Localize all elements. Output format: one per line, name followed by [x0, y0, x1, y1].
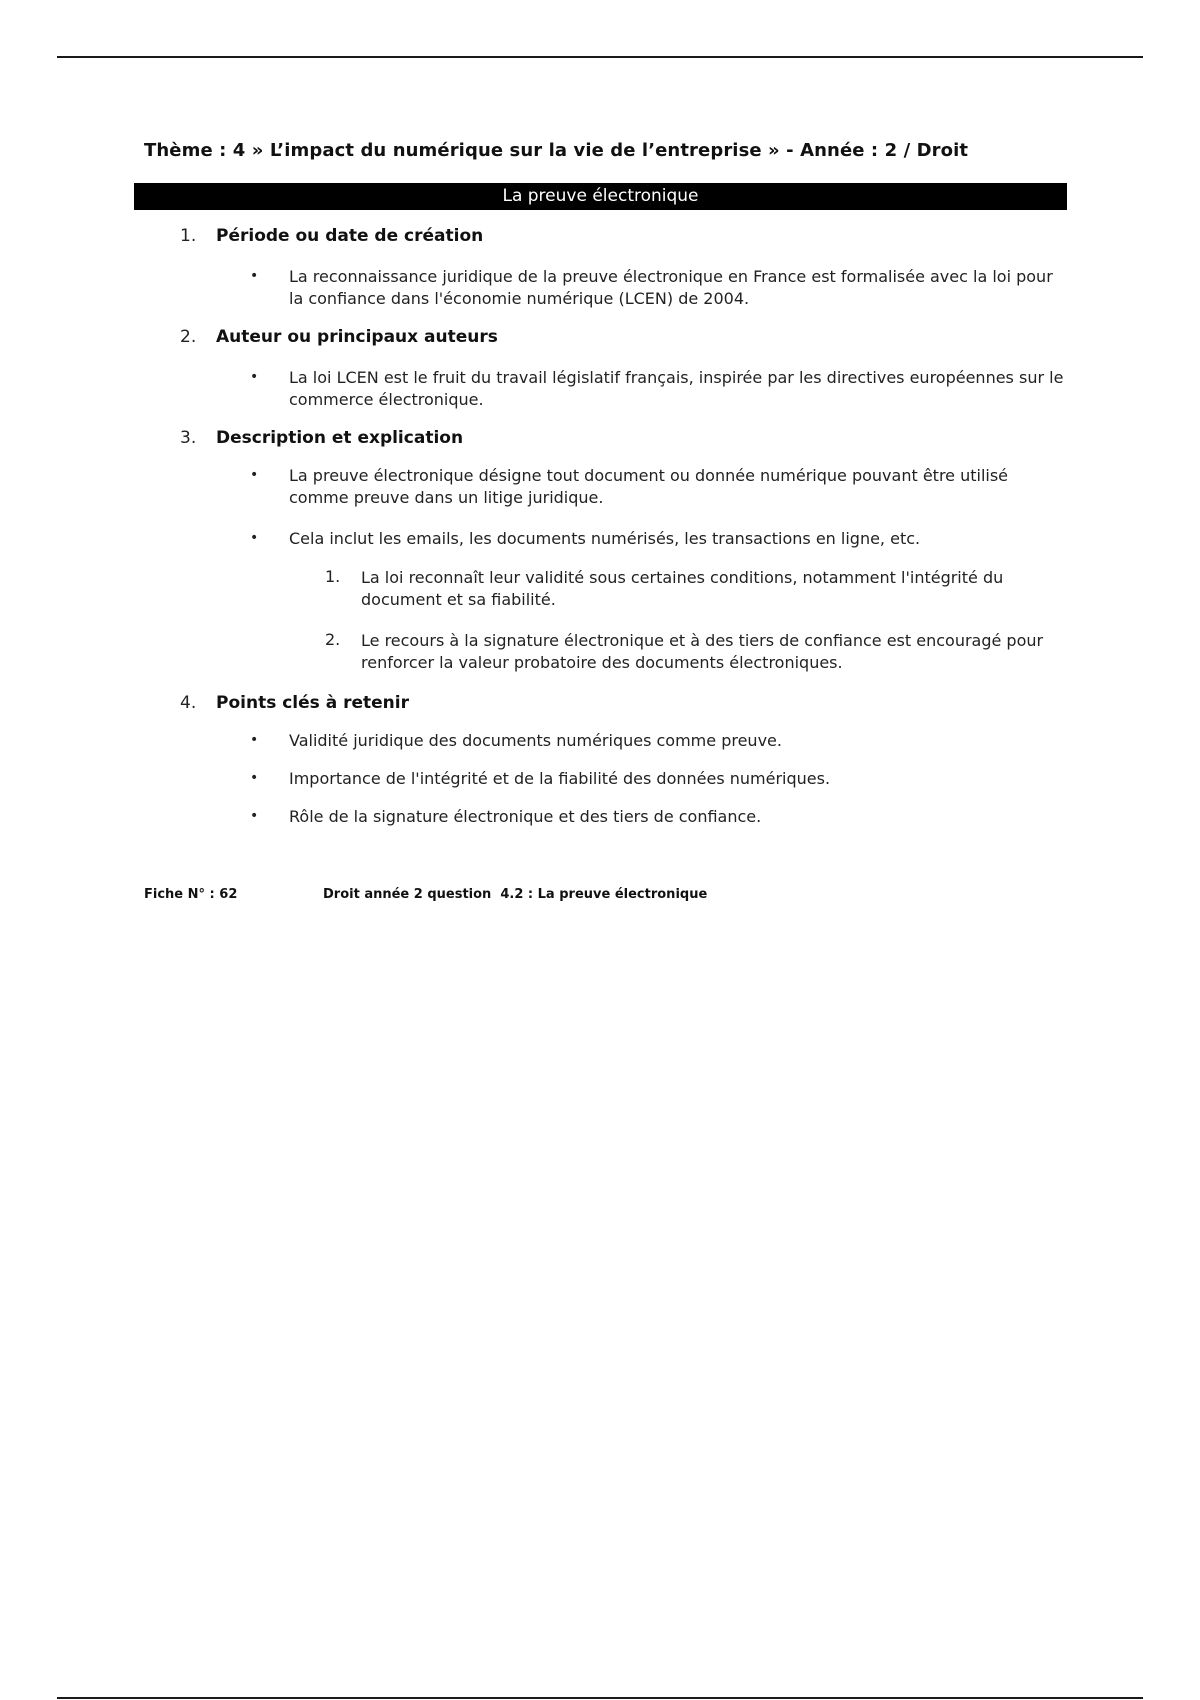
- bullet-item: La loi LCEN est le fruit du travail législatif français, inspirée par les directives européennes sur le commerce électronique.: [289, 368, 1064, 409]
- document-title-bar: La preuve électronique: [134, 183, 1067, 210]
- bullet-item: Importance de l'intégrité et de la fiabilité des données numériques.: [289, 769, 831, 788]
- bullet-item: La reconnaissance juridique de la preuve électronique en France est formalisée avec la loi pour la confiance dans l'économie numérique (LCEN) de 2004.: [289, 267, 1053, 308]
- bullet-item: Cela inclut les emails, les documents numérisés, les transactions en ligne, etc.: [289, 529, 921, 548]
- top-rule: [57, 56, 1143, 58]
- theme-heading: Thème : 4 » L’impact du numérique sur la vie de l’entreprise » - Année : 2 / Droit: [144, 140, 969, 161]
- bullet-icon: •: [250, 369, 259, 385]
- section-heading: Description et explication: [216, 428, 464, 448]
- section-number: 2.: [180, 327, 197, 347]
- bottom-rule: [57, 1697, 1143, 1699]
- section-number: 3.: [180, 428, 197, 448]
- sub-item-number: 1.: [325, 567, 341, 586]
- bullet-item: La preuve électronique désigne tout document ou donnée numérique pouvant être utilisé comme preuve dans un litige juridique.: [289, 466, 1009, 507]
- bullet-icon: •: [250, 467, 259, 483]
- bullet-icon: •: [250, 808, 259, 824]
- bullet-icon: •: [250, 732, 259, 748]
- bullet-icon: •: [250, 530, 259, 546]
- footer-title: Droit année 2 question 4.2 : La preuve électronique: [323, 887, 708, 902]
- section-number: 4.: [180, 693, 197, 713]
- section-heading: Période ou date de création: [216, 226, 484, 246]
- sub-item-number: 2.: [325, 630, 341, 649]
- section-heading: Auteur ou principaux auteurs: [216, 327, 498, 347]
- section-number: 1.: [180, 226, 197, 246]
- bullet-icon: •: [250, 770, 259, 786]
- footer-fiche-number: Fiche N° : 62: [144, 887, 238, 902]
- bullet-icon: •: [250, 268, 259, 284]
- bullet-item: Validité juridique des documents numériques comme preuve.: [289, 731, 782, 750]
- section-heading: Points clés à retenir: [216, 693, 409, 713]
- sub-item: Le recours à la signature électronique et à des tiers de confiance est encouragé pour renforcer la valeur probatoire des documents électroniques.: [361, 631, 1044, 672]
- sub-item: La loi reconnaît leur validité sous certaines conditions, notamment l'intégrité du document et sa fiabilité.: [361, 568, 1004, 609]
- bullet-item: Rôle de la signature électronique et des tiers de confiance.: [289, 807, 762, 826]
